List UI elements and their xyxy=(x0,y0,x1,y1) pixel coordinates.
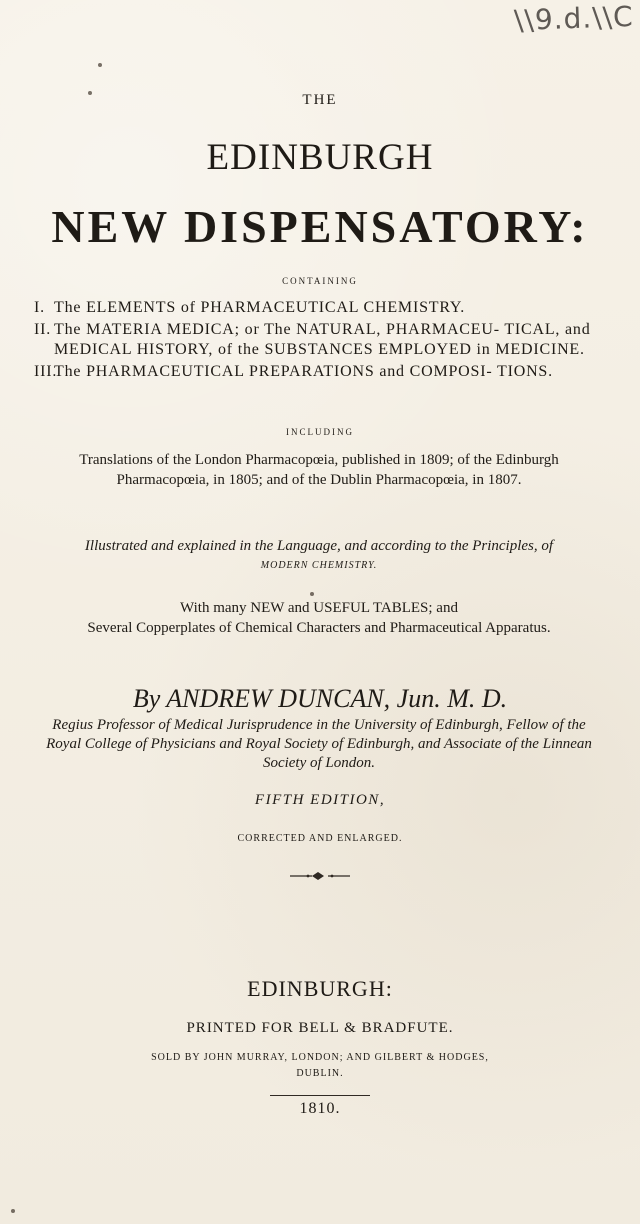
paper-speck xyxy=(88,91,92,95)
paper-speck xyxy=(98,63,102,67)
tables-line-2: Several Copperplates of Chemical Characters and Pharmaceutical Apparatus. xyxy=(87,620,551,636)
contents-list xyxy=(34,298,624,384)
tables-block xyxy=(34,598,604,638)
edition-note: CORRECTED AND ENLARGED. xyxy=(237,833,403,844)
edition-label: FIFTH EDITION, xyxy=(254,792,386,808)
contents-numeral: III. xyxy=(34,363,58,380)
sold-by xyxy=(0,1050,640,1082)
margin-note: \\9.d.\\C xyxy=(513,0,635,38)
contents-text: The PHARMACEUTICAL PREPARATIONS and COMPOSI- TIONS. xyxy=(54,363,553,380)
illustrated-block xyxy=(34,536,604,576)
containing-label: CONTAINING xyxy=(282,276,358,286)
illustrated-line-2: MODERN CHEMISTRY. xyxy=(260,560,378,571)
year-divider xyxy=(270,1095,370,1096)
contents-numeral: I. xyxy=(34,299,45,316)
author-name: By ANDREW DUNCAN, Jun. M. D. xyxy=(132,684,508,713)
title-main: NEW DISPENSATORY: xyxy=(51,201,589,252)
paper-speck xyxy=(11,1209,15,1213)
sold-by-line-2: DUBLIN. xyxy=(296,1068,344,1079)
contents-numeral: II. xyxy=(34,321,52,338)
illustrated-line-1: Illustrated and explained in the Language, and according to the Principles, of xyxy=(84,538,554,554)
contents-text: The MATERIA MEDICA; or The NATURAL, PHARMACEU- TICAL, and MEDICAL HISTORY, of the SUBSTANCES EMPLOYED in MEDICINE. xyxy=(54,321,591,358)
imprint-city: EDINBURGH: xyxy=(247,976,393,1001)
translations-text: Translations of the London Pharmacopœia, published in 1809; of the Edinburgh Pharmacopœia, in 1805; and of the Dublin Pharmacopœia, in 1807. xyxy=(79,452,559,488)
publication-year: 1810. xyxy=(299,1100,341,1117)
title-city: EDINBURGH xyxy=(206,137,434,178)
tables-line-1: With many NEW and USEFUL TABLES; and xyxy=(180,600,458,616)
ornament-icon xyxy=(290,870,350,882)
sold-by-line-1: SOLD BY JOHN MURRAY, LONDON; AND GILBERT & HODGES, xyxy=(151,1052,489,1063)
title-small: THE xyxy=(302,92,338,108)
contents-item-1 xyxy=(34,298,624,318)
contents-text: The ELEMENTS of PHARMACEUTICAL CHEMISTRY. xyxy=(54,299,466,316)
contents-item-3 xyxy=(34,362,624,382)
contents-item-2 xyxy=(34,320,624,360)
including-label: INCLUDING xyxy=(286,427,354,437)
paper-speck xyxy=(310,592,314,596)
printed-by: PRINTED FOR BELL & BRADFUTE. xyxy=(186,1020,454,1036)
author-role: Regius Professor of Medical Jurisprudence in the University of Edinburgh, Fellow of the Royal College of Physicians and Royal Society of Edinburgh, and Associate of the Linnean Society of London. xyxy=(46,717,592,771)
